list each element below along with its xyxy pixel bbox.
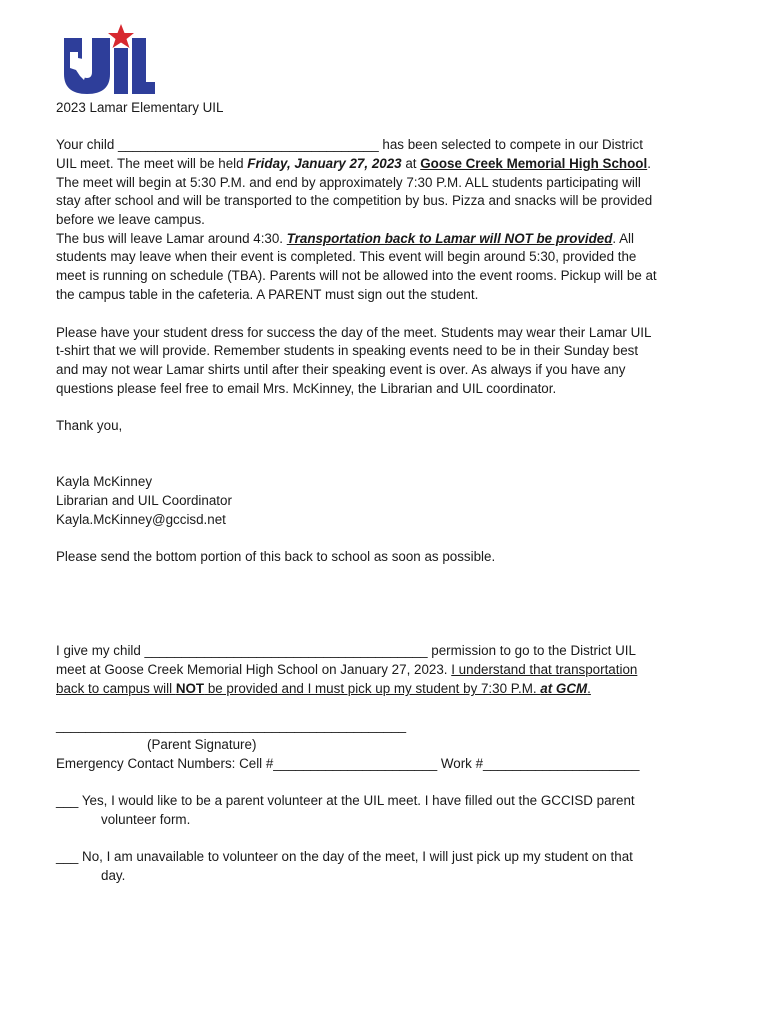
volunteer-no-line1: ___ No, I am unavailable to volunteer on the day of the meet, I will just pick up my student on that (56, 849, 633, 864)
para1-line1: Your child ___________________________________ has been selected to compete in our District (56, 137, 643, 152)
uil-logo (62, 24, 156, 96)
thank-you: Thank you, (56, 418, 123, 433)
parent-signature-label: (Parent Signature) (147, 737, 257, 752)
permission-line3: back to campus will NOT be provided and I must pick up my student by 7:30 P.M. at GCM. (56, 681, 591, 696)
para2-line1: Please have your student dress for success the day of the meet. Students may wear their Lamar UIL (56, 325, 652, 340)
para1-line3: The meet will begin at 5:30 P.M. and end by approximately 7:30 P.M. ALL students participating will (56, 175, 641, 190)
para1-line7: students may leave when their event is completed. This event will begin around 5:30, provided the (56, 249, 637, 264)
volunteer-no-line2: day. (101, 868, 126, 883)
volunteer-yes-line2: volunteer form. (101, 812, 191, 827)
para1-line5: before we leave campus. (56, 212, 205, 227)
para1-line8: meet is running on schedule (TBA). Parents will not be allowed into the event rooms. Pickup will be at (56, 268, 657, 283)
para1-line9: the campus table in the cafeteria. A PARENT must sign out the student. (56, 287, 479, 302)
para1-line2: UIL meet. The meet will be held Friday, January 27, 2023 at Goose Creek Memorial High School. (56, 156, 651, 171)
para2-line4: questions please feel free to email Mrs. McKinney, the Librarian and UIL coordinator. (56, 381, 557, 396)
para2-line3: and may not wear Lamar shirts until after their speaking event is over. As always if you have any (56, 362, 626, 377)
meet-location: Goose Creek Memorial High School (420, 156, 648, 171)
transportation-notice: Transportation back to Lamar will NOT be provided (286, 231, 613, 246)
para1-line4: stay after school and will be transported to the competition by bus. Pizza and snacks will be provided (56, 193, 653, 208)
meet-date: Friday, January 27, 2023 (247, 156, 402, 171)
return-note: Please send the bottom portion of this back to school as soon as possible. (56, 549, 496, 564)
signer-name: Kayla McKinney (56, 474, 153, 489)
volunteer-yes-line1: ___ Yes, I would like to be a parent volunteer at the UIL meet. I have filled out the GCCISD parent (56, 793, 635, 808)
emergency-contacts: Emergency Contact Numbers: Cell #______________________ Work #_____________________ (56, 756, 640, 771)
para1-line6: The bus will leave Lamar around 4:30. Transportation back to Lamar will NOT be provided. All (56, 231, 634, 246)
signer-email: Kayla.McKinney@gccisd.net (56, 512, 226, 527)
letter-heading: 2023 Lamar Elementary UIL (56, 100, 224, 115)
signer-title: Librarian and UIL Coordinator (56, 493, 232, 508)
para2-line2: t-shirt that we will provide. Remember students in speaking events need to be in their Sunday best (56, 343, 639, 358)
parent-signature-line: _______________________________________________ (56, 718, 407, 733)
permission-line2: meet at Goose Creek Memorial High School on January 27, 2023. I understand that transportation (56, 662, 638, 677)
permission-line1: I give my child ______________________________________ permission to go to the District UIL (56, 643, 636, 658)
